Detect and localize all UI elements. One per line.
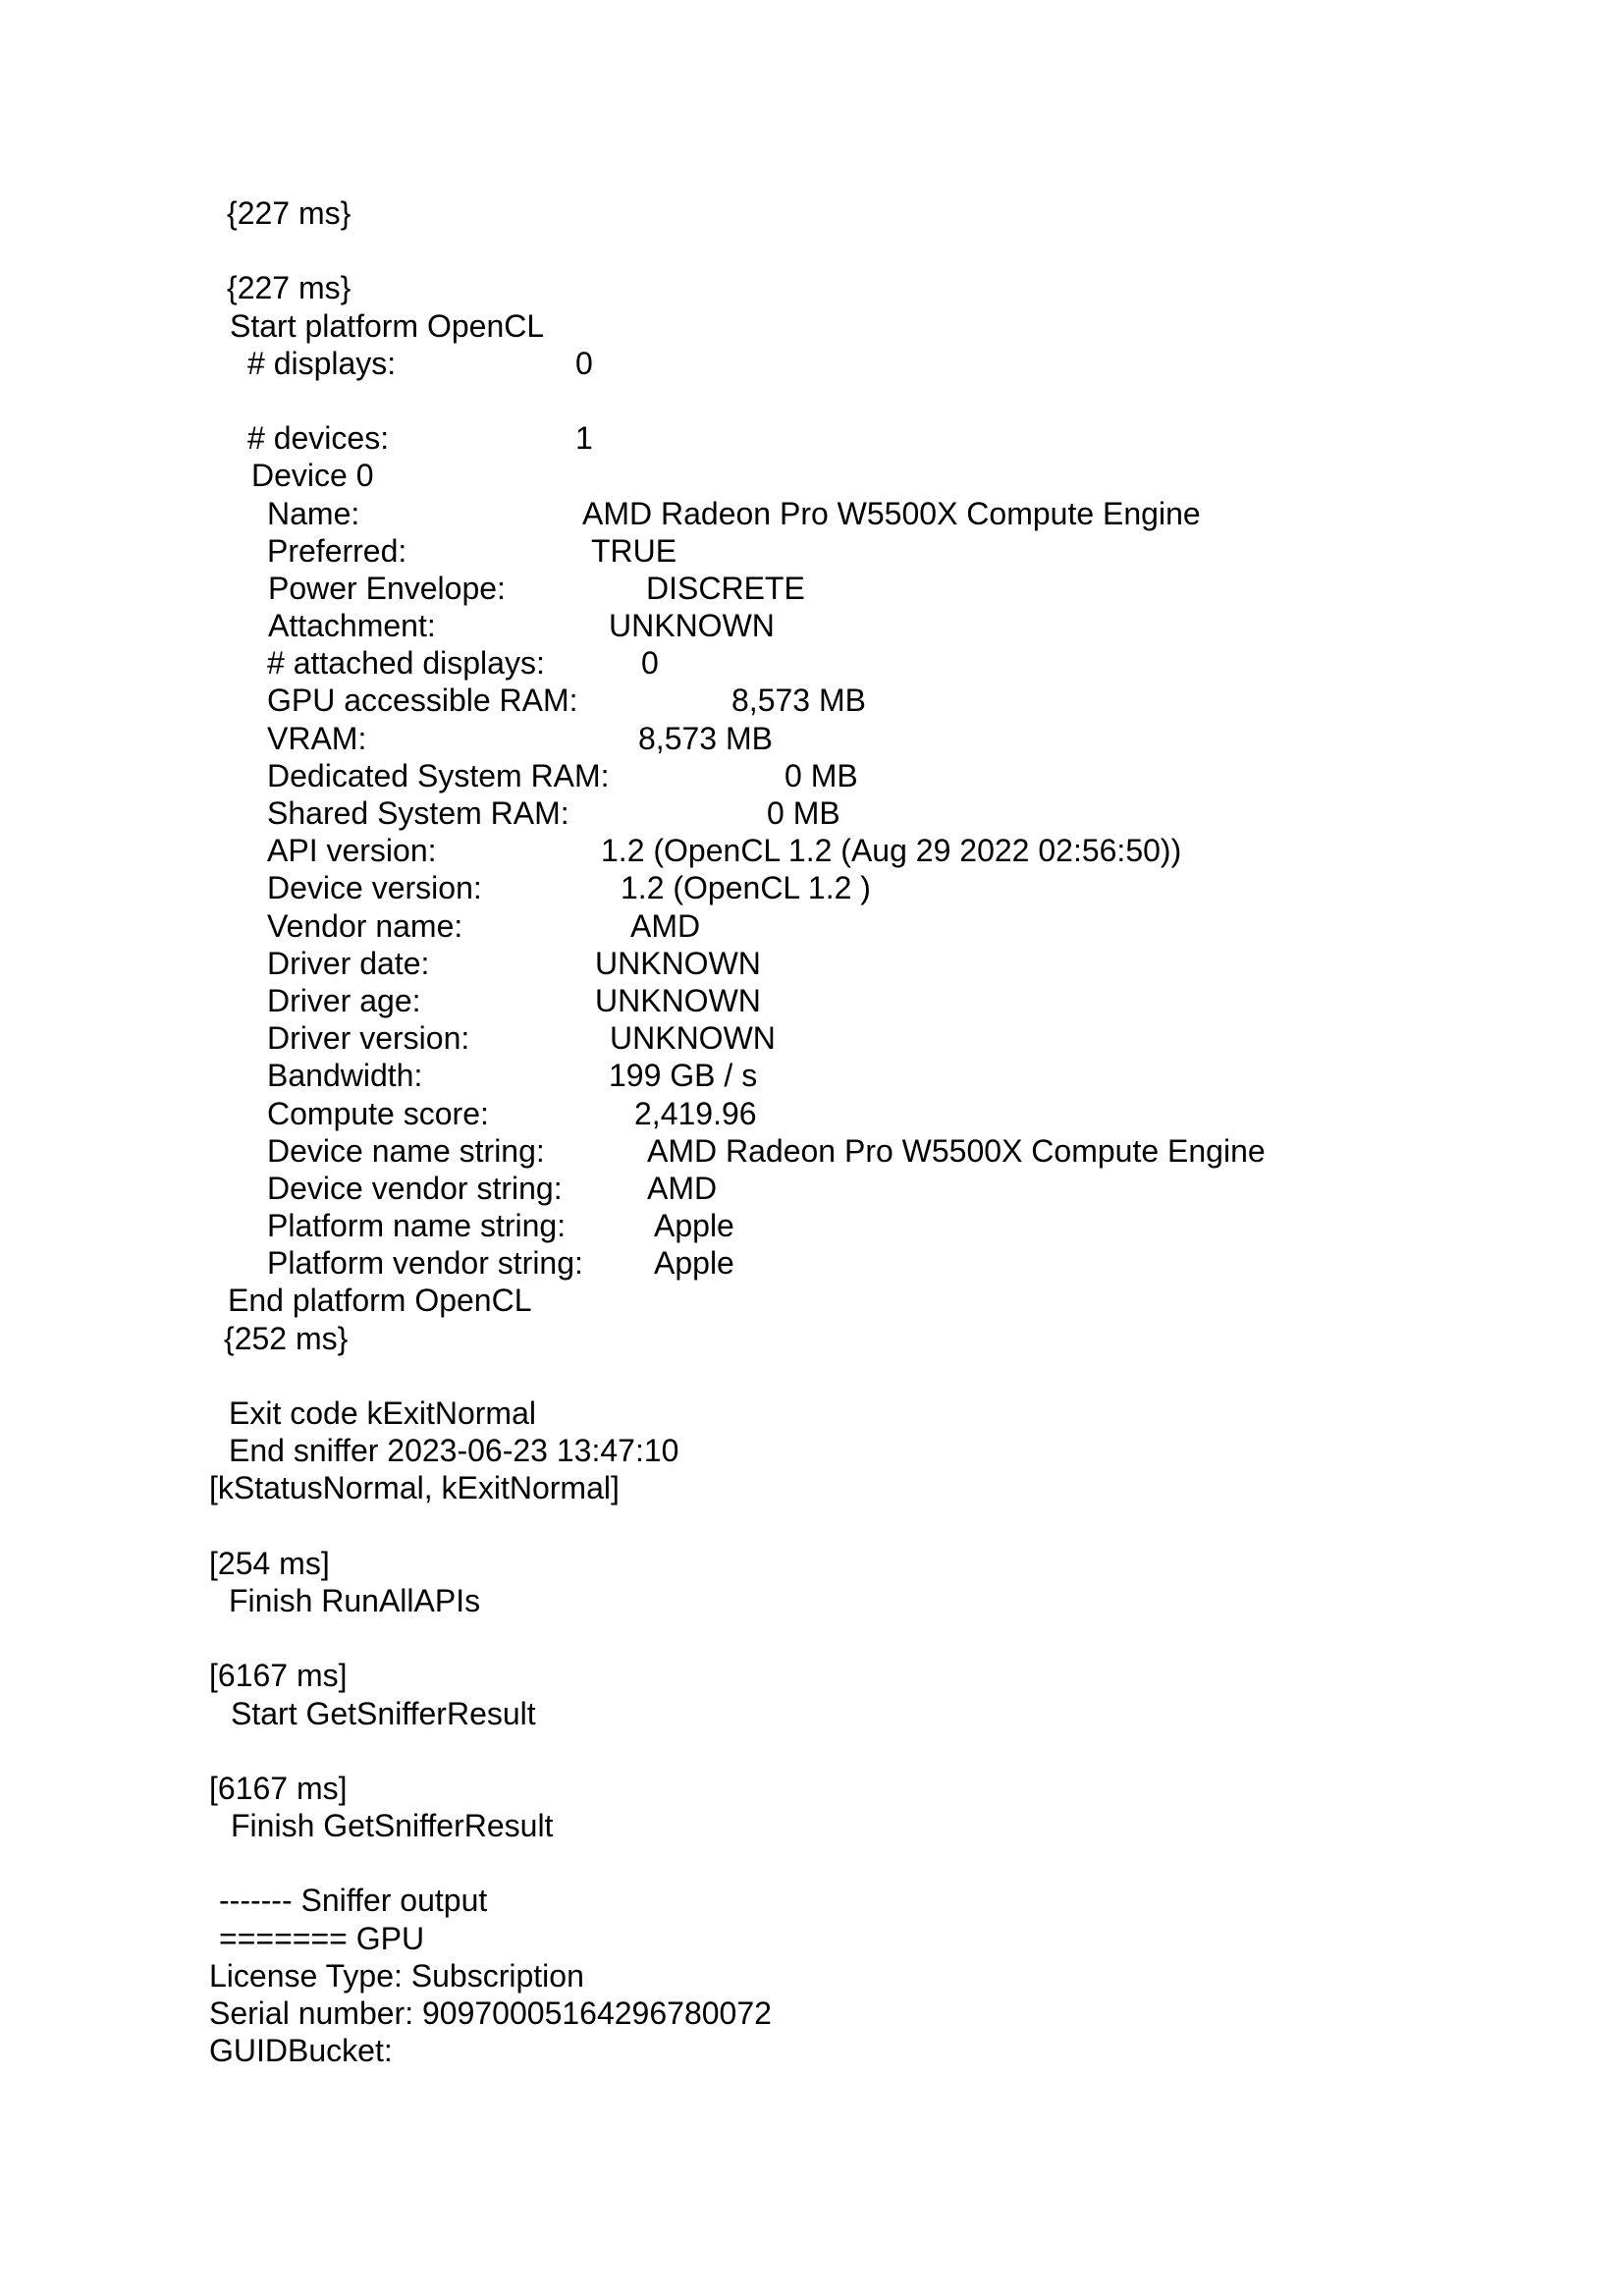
log-line-label: [6167 ms] xyxy=(209,1770,348,1806)
log-line-value: 0 MB xyxy=(784,757,858,793)
log-line-label: [6167 ms] xyxy=(209,1658,348,1694)
log-line-label: Device vendor string: xyxy=(267,1170,563,1206)
log-line xyxy=(0,1170,1623,1207)
log-line-label: {252 ms} xyxy=(224,1320,349,1356)
log-line xyxy=(0,1995,1623,2032)
log-line-value: AMD xyxy=(630,907,701,944)
log-line xyxy=(0,232,1623,269)
log-line-label: {227 ms} xyxy=(227,195,352,231)
log-line-value: AMD xyxy=(647,1170,718,1206)
log-text xyxy=(0,194,1623,2069)
log-line xyxy=(0,1657,1623,1694)
log-line-label: Serial number: 90970005164296780072 xyxy=(209,1995,772,2031)
log-line-label: License Type: Subscription xyxy=(209,1957,584,1994)
log-line-value: 0 MB xyxy=(767,795,840,831)
log-line-label: Finish RunAllAPIs xyxy=(229,1582,481,1618)
log-line xyxy=(0,1394,1623,1432)
log-line xyxy=(0,532,1623,570)
log-line-value: TRUE xyxy=(591,532,677,569)
log-line-label: # attached displays: xyxy=(267,645,545,682)
log-line-value: AMD Radeon Pro W5500X Compute Engine xyxy=(582,495,1201,531)
log-line-label: Attachment: xyxy=(268,608,436,644)
log-line-label: {227 ms} xyxy=(227,270,352,306)
log-line-value: 1.2 (OpenCL 1.2 (Aug 29 2022 02:56:50)) xyxy=(601,833,1182,869)
log-line xyxy=(0,757,1623,794)
log-line-value: UNKNOWN xyxy=(609,608,775,644)
log-line xyxy=(0,832,1623,869)
log-line xyxy=(0,1207,1623,1244)
log-line xyxy=(0,307,1623,345)
log-line xyxy=(0,1244,1623,1282)
log-line-value: AMD Radeon Pro W5500X Compute Engine xyxy=(647,1132,1266,1169)
log-line xyxy=(0,1957,1623,1995)
log-line-label: Name: xyxy=(267,495,360,531)
log-line xyxy=(0,1732,1623,1770)
log-line-label: Dedicated System RAM: xyxy=(267,757,610,793)
log-line xyxy=(0,1019,1623,1057)
log-line-value: Apple xyxy=(654,1208,734,1244)
log-line-value: 8,573 MB xyxy=(731,683,866,719)
log-line xyxy=(0,1282,1623,1319)
log-line-value: 0 xyxy=(641,645,659,682)
log-line-value: UNKNOWN xyxy=(610,1020,776,1057)
log-line xyxy=(0,1770,1623,1807)
log-line xyxy=(0,607,1623,644)
log-line xyxy=(0,1582,1623,1619)
log-line xyxy=(0,382,1623,419)
log-line-value: 1 xyxy=(575,420,593,457)
log-line xyxy=(0,1057,1623,1094)
log-line-value: UNKNOWN xyxy=(595,945,761,981)
log-line-value: 199 GB / s xyxy=(609,1058,758,1094)
log-line-label: Start GetSnifferResult xyxy=(231,1695,536,1731)
log-line xyxy=(0,194,1623,232)
log-line xyxy=(0,419,1623,457)
log-line-label: ------- Sniffer output xyxy=(219,1883,488,1919)
log-line xyxy=(0,720,1623,757)
log-line-value: UNKNOWN xyxy=(595,982,761,1018)
log-line xyxy=(0,1844,1623,1882)
log-line xyxy=(0,1619,1623,1657)
log-line-value: 8,573 MB xyxy=(638,720,773,756)
log-line xyxy=(0,2032,1623,2069)
log-line xyxy=(0,1357,1623,1394)
log-line-label: End sniffer 2023-06-23 13:47:10 xyxy=(229,1433,679,1469)
log-line-label: VRAM: xyxy=(267,720,367,756)
log-line-label: ======= GPU xyxy=(219,1920,425,1956)
log-line-label: # displays: xyxy=(247,345,397,381)
log-line-value: Apple xyxy=(654,1245,734,1282)
log-line xyxy=(0,644,1623,682)
log-line xyxy=(0,457,1623,494)
log-line xyxy=(0,1545,1623,1582)
log-line xyxy=(0,982,1623,1019)
log-line-label: Start platform OpenCL xyxy=(230,307,545,344)
log-line-label: GPU accessible RAM: xyxy=(267,683,578,719)
log-line xyxy=(0,345,1623,382)
log-line-label: Platform vendor string: xyxy=(267,1245,583,1282)
log-line-label: GUIDBucket: xyxy=(209,2033,393,2069)
log-line-label: Driver version: xyxy=(267,1020,470,1057)
log-line-label: Compute score: xyxy=(267,1095,489,1131)
log-line-value: DISCRETE xyxy=(646,570,805,606)
log-line xyxy=(0,1920,1623,1957)
log-line-label: Finish GetSnifferResult xyxy=(231,1808,554,1844)
log-line-label: Driver date: xyxy=(267,945,430,981)
log-line-label: Device 0 xyxy=(251,458,374,494)
log-line xyxy=(0,1320,1623,1357)
log-line-value: 0 xyxy=(575,345,593,381)
log-line-label: API version: xyxy=(267,833,437,869)
log-line xyxy=(0,570,1623,607)
log-line xyxy=(0,1132,1623,1170)
log-line xyxy=(0,907,1623,945)
log-line-label: Device name string: xyxy=(267,1132,545,1169)
log-line xyxy=(0,1882,1623,1919)
log-line xyxy=(0,495,1623,532)
log-line-value: 2,419.96 xyxy=(634,1095,757,1131)
log-line xyxy=(0,682,1623,719)
log-line-value: 1.2 (OpenCL 1.2 ) xyxy=(621,870,871,906)
log-line xyxy=(0,1695,1623,1732)
log-line-label: [254 ms] xyxy=(209,1545,330,1581)
log-line xyxy=(0,945,1623,982)
log-line-label: Power Envelope: xyxy=(268,570,506,606)
log-line-label: [kStatusNormal, kExitNormal] xyxy=(209,1470,620,1506)
log-line-label: Device version: xyxy=(267,870,482,906)
log-line-label: Platform name string: xyxy=(267,1208,567,1244)
log-line-label: Shared System RAM: xyxy=(267,795,569,831)
log-line-label: # devices: xyxy=(247,420,390,457)
log-line xyxy=(0,1432,1623,1469)
log-line xyxy=(0,1469,1623,1506)
log-line xyxy=(0,1507,1623,1545)
log-line-label: End platform OpenCL xyxy=(228,1283,532,1319)
log-line-label: Exit code kExitNormal xyxy=(229,1395,536,1431)
log-line-label: Bandwidth: xyxy=(267,1058,423,1094)
log-line xyxy=(0,1095,1623,1132)
log-line-label: Driver age: xyxy=(267,982,421,1018)
log-line-label: Vendor name: xyxy=(267,907,463,944)
log-line xyxy=(0,1807,1623,1844)
log-line xyxy=(0,869,1623,906)
log-line xyxy=(0,269,1623,306)
log-line xyxy=(0,794,1623,832)
log-line-label: Preferred: xyxy=(267,532,407,569)
